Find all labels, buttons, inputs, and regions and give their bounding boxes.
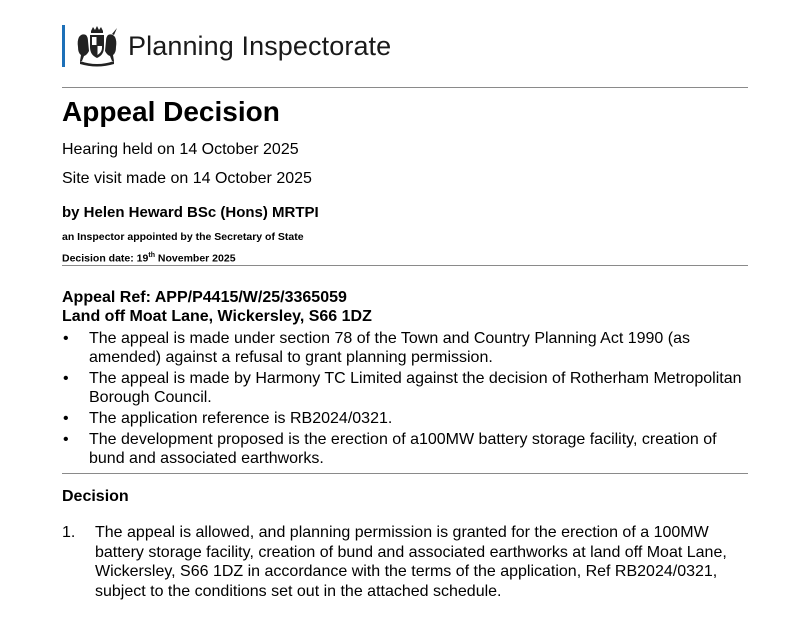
- decision-paragraph: [62, 523, 752, 601]
- decision-date: [62, 252, 236, 265]
- page-title: Appeal Decision: [62, 96, 280, 127]
- decision-date-rest: November 2025: [154, 252, 236, 265]
- hearing-date: Hearing held on 14 October 2025: [62, 141, 299, 158]
- bullet-icon: •: [63, 370, 69, 387]
- inspector-appointment: an Inspector appointed by the Secretary of State: [62, 231, 304, 243]
- org-name: Planning Inspectorate: [128, 30, 392, 61]
- royal-coat-of-arms-icon: [74, 25, 120, 67]
- decision-date-prefix: Decision date: 19: [62, 252, 149, 265]
- meta-divider: [62, 265, 748, 266]
- bullet-icon: •: [63, 431, 69, 448]
- bullet-icon: •: [63, 330, 69, 347]
- decision-date-ordinal: th: [148, 252, 155, 259]
- list-item: [62, 329, 752, 367]
- appeal-site: Land off Moat Lane, Wickersley, S66 1DZ: [62, 308, 372, 325]
- appeal-details-list: [62, 329, 752, 470]
- paragraph-text: The appeal is allowed, and planning permission is granted for the erection of a 100MW battery storage facility, creation of bund and associated earthworks at land off Moat Lane, Wickersley, S66 1DZ in accordance with the terms of the application, Ref RB2024/0321, subject to the conditions set out in the attached schedule.: [95, 524, 727, 600]
- bullet-icon: •: [63, 410, 69, 427]
- list-item-text: The appeal is made by Harmony TC Limited against the decision of Rotherham Metropolitan Borough Council.: [89, 370, 742, 406]
- header-logo: [62, 24, 391, 68]
- appeal-ref: Appeal Ref: APP/P4415/W/25/3365059: [62, 289, 347, 306]
- accent-bar: [62, 25, 65, 67]
- paragraph-number: 1.: [62, 524, 76, 541]
- inspector-name: by Helen Heward BSc (Hons) MRTPI: [62, 204, 319, 221]
- list-item-text: The appeal is made under section 78 of the Town and Country Planning Act 1990 (as amended) against a refusal to grant planning permission.: [89, 330, 690, 366]
- header-divider: [62, 87, 748, 88]
- list-item: [62, 369, 752, 407]
- list-item-text: The application reference is RB2024/0321.: [89, 410, 393, 427]
- list-item: [62, 430, 752, 468]
- decision-heading: Decision: [62, 488, 129, 505]
- details-divider: [62, 473, 748, 474]
- list-item: [62, 409, 752, 428]
- list-item-text: The development proposed is the erection of a100MW battery storage facility, creation of bund and associated earthworks.: [89, 431, 717, 467]
- site-visit-date: Site visit made on 14 October 2025: [62, 170, 312, 187]
- appeal-reference-block: [62, 288, 372, 326]
